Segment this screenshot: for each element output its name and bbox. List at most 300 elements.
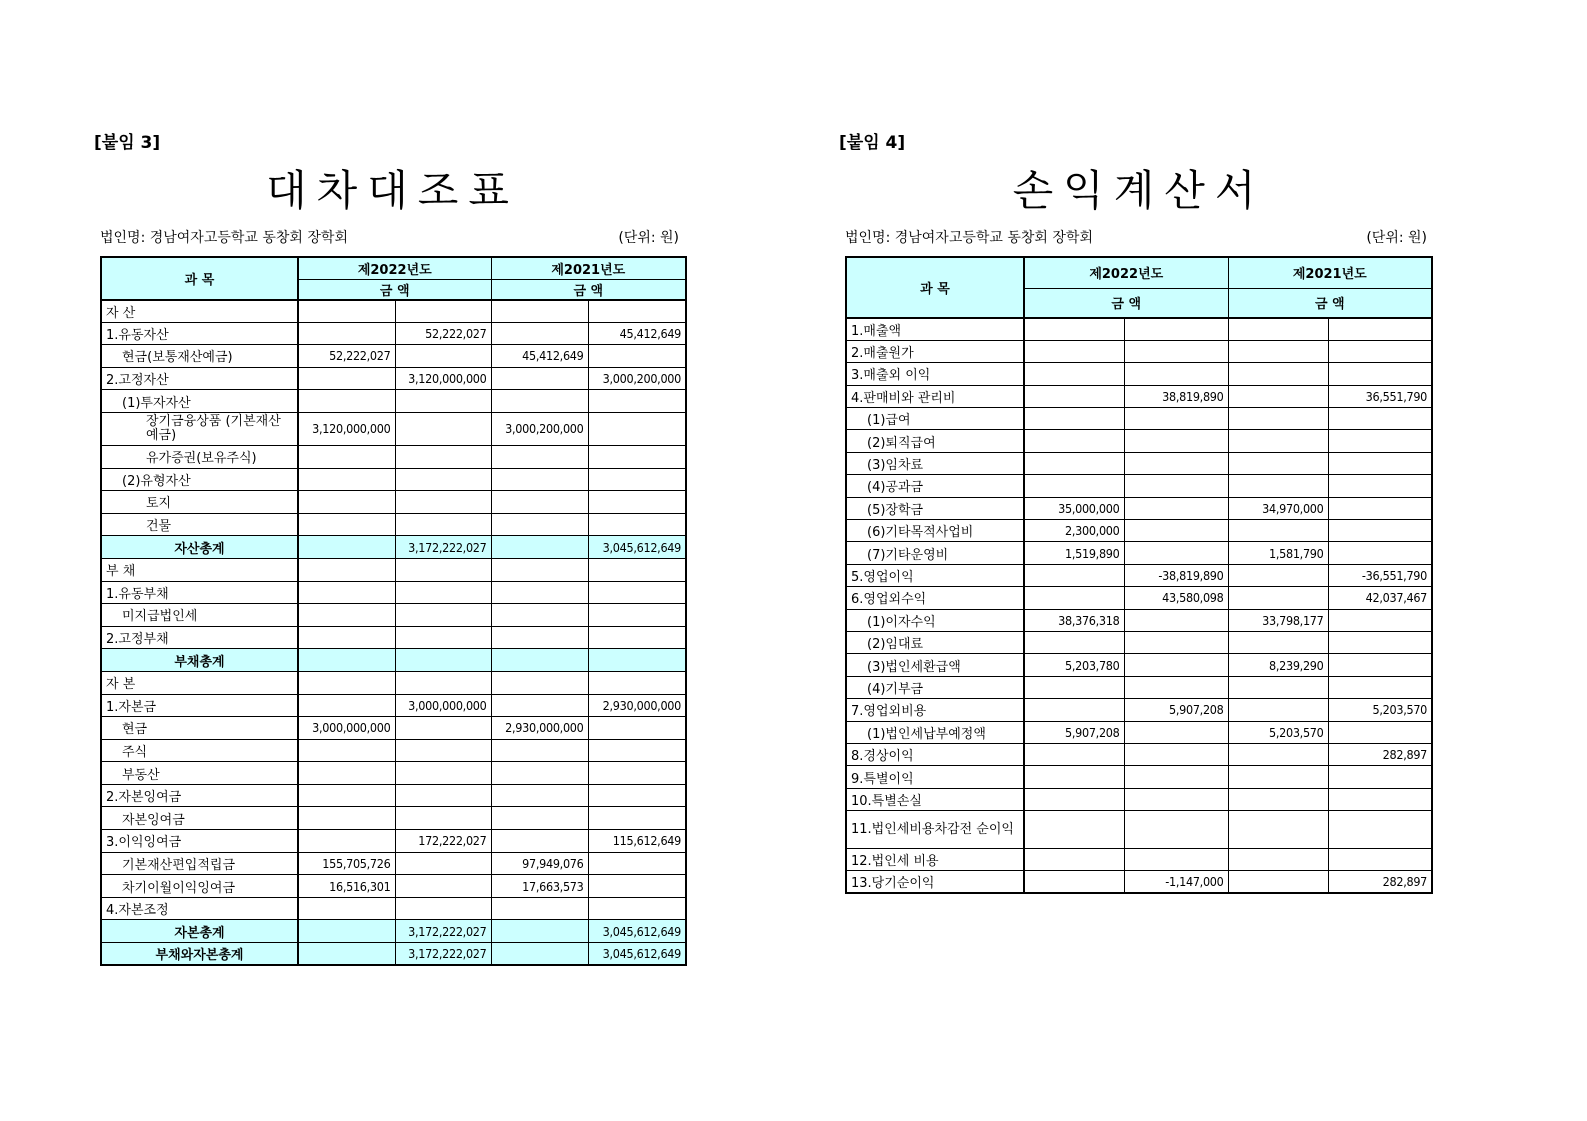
amount-cell	[1024, 452, 1124, 474]
amount-cell: 3,120,000,000	[395, 367, 491, 390]
account-label: 주식	[101, 739, 298, 762]
table-row	[846, 788, 1432, 810]
amount-cell	[588, 345, 686, 368]
account-label: 자 산	[101, 300, 298, 323]
table-row	[846, 743, 1432, 765]
amount-cell	[491, 558, 588, 581]
amount-cell	[395, 897, 491, 920]
amount-cell: 115,612,649	[588, 830, 686, 853]
account-label: (1)법인세납부예정액	[846, 721, 1024, 743]
amount-cell	[1228, 475, 1328, 497]
amount-cell	[491, 390, 588, 413]
amount-cell	[491, 762, 588, 785]
amount-cell	[1228, 430, 1328, 452]
corp-name: 법인명: 경남여자고등학교 동창회 장학회	[100, 230, 348, 246]
amount-cell	[298, 694, 395, 717]
amount-cell	[588, 875, 686, 898]
account-label: 2.자본잉여금	[101, 784, 298, 807]
table-row	[846, 542, 1432, 564]
header-amount: 금 액	[1228, 288, 1432, 318]
unit-label: (단위: 원)	[618, 230, 679, 246]
table-row	[846, 408, 1432, 430]
amount-cell	[588, 626, 686, 649]
amount-cell	[298, 626, 395, 649]
amount-cell	[1124, 849, 1228, 871]
amount-cell	[298, 671, 395, 694]
table-row	[101, 390, 686, 413]
table-row	[101, 807, 686, 830]
amount-cell	[1124, 497, 1228, 519]
table-row	[101, 445, 686, 468]
amount-cell	[588, 445, 686, 468]
amount-cell	[1024, 788, 1124, 810]
amount-cell	[1228, 811, 1328, 849]
amount-cell: 16,516,301	[298, 875, 395, 898]
total-row	[101, 943, 686, 966]
amount-cell	[1024, 743, 1124, 765]
total-row	[101, 649, 686, 672]
amount-cell	[491, 626, 588, 649]
table-row	[846, 811, 1432, 849]
amount-cell	[1328, 452, 1432, 474]
account-label: (1)이자수익	[846, 609, 1024, 631]
amount-cell: 1,519,890	[1024, 542, 1124, 564]
amount-cell: 36,551,790	[1328, 385, 1432, 407]
amount-cell	[1024, 363, 1124, 385]
table-row	[846, 340, 1432, 362]
amount-cell	[395, 604, 491, 627]
table-row	[846, 871, 1432, 893]
amount-cell: -1,147,000	[1124, 871, 1228, 893]
table-row	[101, 875, 686, 898]
amount-cell	[1328, 788, 1432, 810]
amount-cell	[1228, 849, 1328, 871]
account-label: 유가증권(보유주식)	[101, 445, 298, 468]
amount-cell	[1124, 318, 1228, 340]
table-row	[101, 671, 686, 694]
amount-cell	[1024, 587, 1124, 609]
account-label: 10.특별손실	[846, 788, 1024, 810]
table-row	[846, 766, 1432, 788]
amount-cell	[588, 897, 686, 920]
account-label: 11.법인세비용차감전 순이익	[846, 811, 1024, 849]
amount-cell	[1328, 654, 1432, 676]
account-label: (3)임차료	[846, 452, 1024, 474]
amount-cell	[491, 513, 588, 536]
amount-cell	[298, 367, 395, 390]
amount-cell	[298, 468, 395, 491]
amount-cell: 3,120,000,000	[298, 412, 395, 445]
table-row	[101, 322, 686, 345]
header-year-current: 제2022년도	[298, 257, 491, 279]
account-label: 자본총계	[101, 920, 298, 943]
amount-cell	[491, 445, 588, 468]
table-row	[101, 762, 686, 785]
amount-cell	[1124, 654, 1228, 676]
amount-cell	[298, 920, 395, 943]
table-row	[846, 721, 1432, 743]
amount-cell	[491, 943, 588, 966]
amount-cell	[491, 536, 588, 559]
meta-line	[100, 227, 685, 247]
amount-cell: 3,045,612,649	[588, 920, 686, 943]
page-title: 손익계산서	[1012, 166, 1266, 215]
account-label: 부채총계	[101, 649, 298, 672]
amount-cell	[1228, 871, 1328, 893]
unit-label: (단위: 원)	[1366, 230, 1427, 246]
account-label: (2)퇴직급여	[846, 430, 1024, 452]
header-year-prior: 제2021년도	[491, 257, 686, 279]
account-label: (6)기타목적사업비	[846, 520, 1024, 542]
amount-cell	[491, 649, 588, 672]
header-year-current: 제2022년도	[1024, 257, 1228, 288]
amount-cell	[1228, 676, 1328, 698]
amount-cell	[298, 604, 395, 627]
table-row	[101, 367, 686, 390]
amount-cell: 8,239,290	[1228, 654, 1328, 676]
table-row	[846, 654, 1432, 676]
amount-cell	[1328, 340, 1432, 362]
amount-cell	[1024, 475, 1124, 497]
amount-cell: 1,581,790	[1228, 542, 1328, 564]
amount-cell	[1328, 363, 1432, 385]
amount-cell	[395, 390, 491, 413]
amount-cell	[298, 322, 395, 345]
amount-cell	[588, 739, 686, 762]
amount-cell	[491, 581, 588, 604]
amount-cell	[1328, 721, 1432, 743]
table-row	[846, 849, 1432, 871]
account-label: 1.유동자산	[101, 322, 298, 345]
account-label: (4)기부금	[846, 676, 1024, 698]
amount-cell	[588, 762, 686, 785]
amount-cell	[1124, 811, 1228, 849]
attachment-label: [붙임 3]	[94, 133, 161, 153]
amount-cell	[395, 345, 491, 368]
amount-cell	[1024, 849, 1124, 871]
amount-cell: 3,000,200,000	[588, 367, 686, 390]
meta-line	[845, 227, 1433, 247]
account-label: (3)법인세환급액	[846, 654, 1024, 676]
table-row	[101, 852, 686, 875]
table-row	[101, 784, 686, 807]
amount-cell	[491, 604, 588, 627]
balance-sheet-table	[100, 256, 687, 966]
amount-cell	[1328, 430, 1432, 452]
amount-cell	[298, 491, 395, 514]
amount-cell: 3,000,200,000	[491, 412, 588, 445]
account-label: 장기금융상품 (기본재산예금)	[101, 412, 298, 445]
table-row	[101, 345, 686, 368]
account-label: 2.매출원가	[846, 340, 1024, 362]
amount-cell: 34,970,000	[1228, 497, 1328, 519]
amount-cell	[395, 762, 491, 785]
account-label: 5.영업이익	[846, 564, 1024, 586]
amount-cell	[1124, 363, 1228, 385]
page-title: 대차대조표	[266, 166, 519, 215]
account-label: 13.당기순이익	[846, 871, 1024, 893]
income-statement-table	[845, 256, 1433, 894]
amount-cell: 5,907,208	[1024, 721, 1124, 743]
corp-name: 법인명: 경남여자고등학교 동창회 장학회	[845, 230, 1093, 246]
amount-cell: 3,172,222,027	[395, 536, 491, 559]
table-row	[101, 491, 686, 514]
header-amount: 금 액	[298, 279, 491, 300]
header-year-prior: 제2021년도	[1228, 257, 1432, 288]
amount-cell	[1124, 676, 1228, 698]
table-row	[846, 363, 1432, 385]
amount-cell	[491, 300, 588, 323]
amount-cell	[588, 412, 686, 445]
amount-cell: 3,045,612,649	[588, 943, 686, 966]
account-label: (4)공과금	[846, 475, 1024, 497]
table-row	[846, 609, 1432, 631]
amount-cell	[588, 807, 686, 830]
table-row	[101, 717, 686, 740]
amount-cell	[298, 897, 395, 920]
amount-cell	[491, 468, 588, 491]
amount-cell	[491, 920, 588, 943]
amount-cell	[298, 784, 395, 807]
amount-cell	[1124, 631, 1228, 653]
amount-cell	[491, 491, 588, 514]
amount-cell	[1228, 699, 1328, 721]
account-label: 1.자본금	[101, 694, 298, 717]
amount-cell: -38,819,890	[1124, 564, 1228, 586]
amount-cell	[1024, 430, 1124, 452]
amount-cell	[395, 784, 491, 807]
header-item: 과 목	[101, 257, 298, 300]
account-label: 3.매출외 이익	[846, 363, 1024, 385]
amount-cell	[588, 784, 686, 807]
amount-cell	[491, 694, 588, 717]
table-row	[101, 412, 686, 445]
header-item: 과 목	[846, 257, 1024, 318]
amount-cell	[1228, 520, 1328, 542]
amount-cell	[491, 367, 588, 390]
amount-cell	[1124, 766, 1228, 788]
amount-cell: 5,203,570	[1228, 721, 1328, 743]
amount-cell	[395, 717, 491, 740]
amount-cell: 35,000,000	[1024, 497, 1124, 519]
account-label: 토지	[101, 491, 298, 514]
amount-cell	[1024, 318, 1124, 340]
amount-cell	[491, 897, 588, 920]
amount-cell	[395, 807, 491, 830]
amount-cell	[1124, 721, 1228, 743]
amount-cell	[1124, 430, 1228, 452]
account-label: (2)유형자산	[101, 468, 298, 491]
amount-cell	[395, 626, 491, 649]
table-row	[846, 430, 1432, 452]
amount-cell: 43,580,098	[1124, 587, 1228, 609]
account-label: 1.매출액	[846, 318, 1024, 340]
amount-cell	[588, 581, 686, 604]
amount-cell: 38,376,318	[1024, 609, 1124, 631]
amount-cell	[1328, 318, 1432, 340]
account-label: 자본잉여금	[101, 807, 298, 830]
amount-cell	[1024, 676, 1124, 698]
amount-cell: 33,798,177	[1228, 609, 1328, 631]
amount-cell	[298, 830, 395, 853]
table-row	[846, 631, 1432, 653]
amount-cell	[1328, 676, 1432, 698]
account-label: (1)급여	[846, 408, 1024, 430]
amount-cell: 172,222,027	[395, 830, 491, 853]
amount-cell: 52,222,027	[395, 322, 491, 345]
amount-cell: 45,412,649	[491, 345, 588, 368]
table-row	[101, 830, 686, 853]
amount-cell	[1228, 318, 1328, 340]
account-label: 차기이월이익잉여금	[101, 875, 298, 898]
amount-cell: 282,897	[1328, 871, 1432, 893]
amount-cell	[1328, 408, 1432, 430]
amount-cell	[491, 739, 588, 762]
amount-cell	[491, 784, 588, 807]
amount-cell	[491, 807, 588, 830]
account-label: 12.법인세 비용	[846, 849, 1024, 871]
amount-cell: 3,000,000,000	[395, 694, 491, 717]
amount-cell: 38,819,890	[1124, 385, 1228, 407]
table-row	[101, 558, 686, 581]
amount-cell	[395, 468, 491, 491]
account-label: 부채와자본총계	[101, 943, 298, 966]
amount-cell	[395, 300, 491, 323]
amount-cell	[395, 581, 491, 604]
amount-cell	[491, 671, 588, 694]
amount-cell	[1024, 766, 1124, 788]
amount-cell: 2,930,000,000	[588, 694, 686, 717]
amount-cell: 5,203,780	[1024, 654, 1124, 676]
account-label: 기본재산편입적립금	[101, 852, 298, 875]
amount-cell	[588, 300, 686, 323]
table-row	[101, 513, 686, 536]
header-amount: 금 액	[1024, 288, 1228, 318]
amount-cell	[298, 300, 395, 323]
amount-cell	[1328, 849, 1432, 871]
account-label: 2.고정자산	[101, 367, 298, 390]
amount-cell	[588, 558, 686, 581]
account-label: 자 본	[101, 671, 298, 694]
amount-cell	[298, 581, 395, 604]
amount-cell	[1228, 340, 1328, 362]
table-row	[101, 739, 686, 762]
amount-cell	[1024, 631, 1124, 653]
amount-cell	[588, 671, 686, 694]
amount-cell	[491, 322, 588, 345]
account-label: 미지급법인세	[101, 604, 298, 627]
amount-cell	[298, 536, 395, 559]
account-label: 현금(보통재산예금)	[101, 345, 298, 368]
amount-cell	[588, 604, 686, 627]
amount-cell: -36,551,790	[1328, 564, 1432, 586]
header-amount: 금 액	[491, 279, 686, 300]
table-row	[846, 497, 1432, 519]
amount-cell	[1024, 564, 1124, 586]
amount-cell	[1124, 788, 1228, 810]
amount-cell	[1228, 766, 1328, 788]
amount-cell	[588, 649, 686, 672]
amount-cell	[1328, 497, 1432, 519]
amount-cell: 2,300,000	[1024, 520, 1124, 542]
amount-cell: 42,037,467	[1328, 587, 1432, 609]
account-label: 4.판매비와 관리비	[846, 385, 1024, 407]
amount-cell: 5,203,570	[1328, 699, 1432, 721]
amount-cell: 3,000,000,000	[298, 717, 395, 740]
account-label: 3.이익잉여금	[101, 830, 298, 853]
amount-cell	[395, 513, 491, 536]
table-row	[846, 520, 1432, 542]
table-row	[101, 604, 686, 627]
table-row	[101, 694, 686, 717]
attachment-label: [붙임 4]	[839, 133, 906, 153]
amount-cell	[1328, 766, 1432, 788]
amount-cell	[1228, 743, 1328, 765]
table-row	[101, 581, 686, 604]
account-label: (5)장학금	[846, 497, 1024, 519]
amount-cell	[298, 943, 395, 966]
account-label: (1)투자자산	[101, 390, 298, 413]
account-label: 4.자본조정	[101, 897, 298, 920]
amount-cell	[1328, 609, 1432, 631]
amount-cell	[1024, 699, 1124, 721]
amount-cell	[298, 807, 395, 830]
amount-cell	[588, 468, 686, 491]
amount-cell: 282,897	[1328, 743, 1432, 765]
account-label: 9.특별이익	[846, 766, 1024, 788]
table-row	[846, 587, 1432, 609]
account-label: 부동산	[101, 762, 298, 785]
amount-cell	[395, 491, 491, 514]
account-label: (2)임대료	[846, 631, 1024, 653]
amount-cell	[1124, 743, 1228, 765]
amount-cell	[588, 491, 686, 514]
amount-cell	[1024, 811, 1124, 849]
amount-cell	[298, 649, 395, 672]
amount-cell	[1124, 542, 1228, 564]
amount-cell	[395, 671, 491, 694]
amount-cell	[1124, 452, 1228, 474]
amount-cell	[1228, 385, 1328, 407]
amount-cell	[1124, 408, 1228, 430]
amount-cell	[298, 513, 395, 536]
table-row	[846, 475, 1432, 497]
amount-cell	[298, 390, 395, 413]
account-label: (7)기타운영비	[846, 542, 1024, 564]
table-row	[846, 452, 1432, 474]
amount-cell	[1228, 408, 1328, 430]
table-row	[101, 897, 686, 920]
amount-cell	[588, 390, 686, 413]
account-label: 7.영업외비용	[846, 699, 1024, 721]
amount-cell: 3,172,222,027	[395, 943, 491, 966]
amount-cell	[588, 717, 686, 740]
amount-cell	[1124, 609, 1228, 631]
amount-cell	[298, 739, 395, 762]
amount-cell	[1024, 385, 1124, 407]
amount-cell	[1328, 811, 1432, 849]
amount-cell: 2,930,000,000	[491, 717, 588, 740]
amount-cell	[298, 558, 395, 581]
amount-cell: 45,412,649	[588, 322, 686, 345]
amount-cell: 3,172,222,027	[395, 920, 491, 943]
amount-cell	[1124, 475, 1228, 497]
table-row	[846, 385, 1432, 407]
account-label: 8.경상이익	[846, 743, 1024, 765]
amount-cell	[395, 558, 491, 581]
amount-cell	[1024, 871, 1124, 893]
amount-cell	[1124, 340, 1228, 362]
